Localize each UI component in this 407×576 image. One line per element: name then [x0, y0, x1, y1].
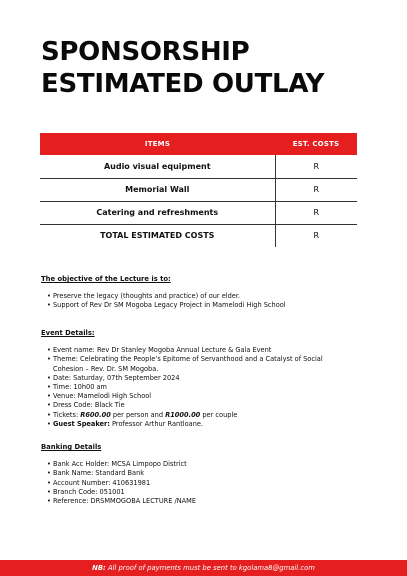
total-cost-cell: R: [275, 224, 357, 247]
cost-cell: R: [275, 178, 357, 201]
costs-table: [40, 133, 357, 247]
item-cell: Audio visual equipment: [40, 155, 275, 178]
footer-banner: [0, 560, 407, 576]
item-cell: Memorial Wall: [40, 178, 275, 201]
table-row: [40, 178, 357, 201]
footer-text: All proof of payments must be sent to kgolama8@gmail.com: [105, 564, 315, 572]
costs-header: EST. COSTS: [275, 133, 357, 155]
tickets-label: Tickets:: [53, 410, 81, 419]
list-item: [47, 355, 323, 373]
guest-speaker-label: Guest Speaker:: [53, 419, 110, 428]
ticket-price-couple: R1000.00: [165, 410, 201, 419]
banking-details-heading: Banking Details: [41, 443, 102, 451]
list-item: • Bank Name: Standard Bank: [47, 469, 196, 478]
list-item: • Bank Acc Holder: MCSA Limpopo District: [47, 460, 196, 469]
event-details-heading: Event Details:: [41, 329, 95, 337]
list-item: • Preserve the legacy (thoughts and practice) of our elder.: [47, 292, 286, 301]
table-row: [40, 201, 357, 224]
table-header-row: [40, 133, 357, 155]
list-item: • Branch Code: 051001: [47, 488, 196, 497]
banking-details-section: [41, 443, 196, 506]
theme-line-1: Theme: Celebrating the People’s Epitome of Servanthood and a Catalyst of Social: [53, 355, 323, 364]
tickets-end: per couple: [200, 410, 238, 419]
objective-section: [41, 275, 286, 311]
list-item: [47, 420, 323, 429]
title-line-2: ESTIMATED OUTLAY: [41, 69, 325, 99]
list-item: • Support of Rev Dr SM Mogoba Legacy Project in Mamelodi High School: [47, 301, 286, 310]
cost-cell: R: [275, 155, 357, 178]
item-cell: Catering and refreshments: [40, 201, 275, 224]
list-item: • Time: 10h00 am: [47, 383, 323, 392]
objective-heading: The objective of the Lecture is to:: [41, 275, 171, 283]
list-item: [47, 411, 323, 420]
banking-details-list: [41, 460, 196, 506]
table-row: [40, 155, 357, 178]
tickets-mid: per person and: [110, 410, 166, 419]
list-item: • Date: Saturday, 07th September 2024: [47, 374, 323, 383]
items-header: ITEMS: [40, 133, 275, 155]
event-details-section: [41, 329, 323, 429]
list-item: • Event name: Rev Dr Stanley Mogoba Annual Lecture & Gala Event: [47, 346, 323, 355]
ticket-price-person: R600.00: [80, 410, 111, 419]
theme-line-2: Cohesion – Rev. Dr. SM Mogoba.: [53, 364, 159, 373]
total-label-cell: TOTAL ESTIMATED COSTS: [100, 231, 215, 241]
list-item: • Venue: Mamelodi High School: [47, 392, 323, 401]
event-details-list: [41, 346, 323, 429]
cost-cell: R: [275, 201, 357, 224]
table-row: [40, 224, 357, 247]
guest-speaker-name: Professor Arthur Rantloane.: [109, 419, 204, 428]
title-line-1: SPONSORSHIP: [41, 37, 250, 67]
list-item: • Reference: DRSMMOGOBA LECTURE /NAME: [47, 497, 196, 506]
footer-nb-label: NB:: [92, 564, 106, 572]
objective-list: [41, 292, 286, 310]
list-item: • Account Number: 410631981: [47, 479, 196, 488]
page-title: [41, 36, 324, 100]
list-item: • Dress Code: Black Tie: [47, 401, 323, 410]
